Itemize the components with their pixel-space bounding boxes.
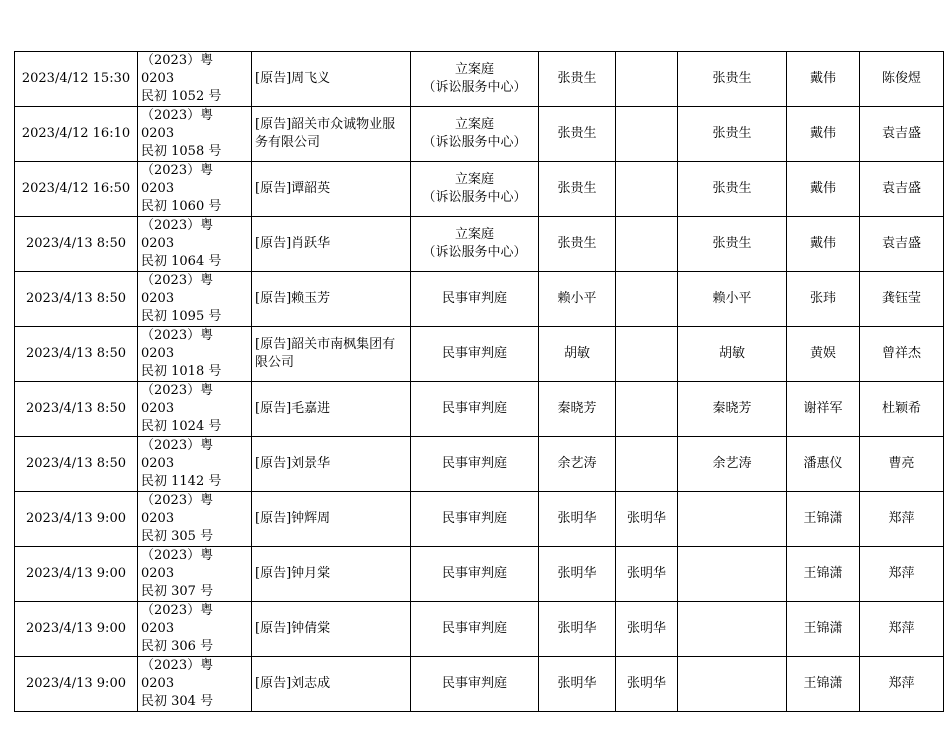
associate-judge-cell (616, 52, 678, 107)
party-cell (252, 437, 411, 492)
clerk-cell (787, 602, 860, 657)
judge-text: 秦晓芳 (557, 401, 597, 416)
hearing-time-text: 2023/4/13 9:00 (26, 511, 126, 526)
hearing-time-cell (15, 382, 138, 437)
clerk-cell (787, 107, 860, 162)
presiding-judge-text: 秦晓芳 (712, 401, 752, 416)
secretary-text: 袁吉盛 (881, 126, 921, 141)
court-division-cell (411, 217, 539, 272)
court-division-text: 民事审判庭 (441, 291, 507, 306)
table-row (15, 547, 944, 602)
case-number-text: 民初 304 号 (141, 694, 214, 709)
party-text: [原告]韶关市南枫集团有限公司 (255, 337, 396, 370)
presiding-judge-cell (678, 272, 787, 327)
secretary-text: 杜颖希 (881, 401, 921, 416)
table-row (15, 437, 944, 492)
case-number-text: （2023）粤 0203 (141, 658, 214, 691)
hearing-time-cell (15, 437, 138, 492)
table-row (15, 162, 944, 217)
party-cell (252, 382, 411, 437)
secretary-cell (860, 107, 944, 162)
court-division-cell (411, 162, 539, 217)
case-number-text: （2023）粤 0203 (141, 273, 214, 306)
secretary-text: 曾祥杰 (881, 346, 921, 361)
secretary-cell (860, 602, 944, 657)
presiding-judge-cell (678, 657, 787, 712)
secretary-text: 郑萍 (888, 621, 915, 636)
secretary-cell (860, 217, 944, 272)
judge-text: 赖小平 (557, 291, 597, 306)
hearing-time-cell (15, 52, 138, 107)
case-number-text: 民初 1142 号 (141, 474, 222, 489)
case-number-text: 民初 1018 号 (141, 364, 222, 379)
case-number-cell (138, 657, 252, 712)
case-number-cell (138, 492, 252, 547)
case-number-cell (138, 437, 252, 492)
presiding-judge-text: 余艺涛 (712, 456, 752, 471)
court-division-cell (411, 437, 539, 492)
judge-text: 张明华 (557, 676, 597, 691)
court-division-cell (411, 657, 539, 712)
clerk-text: 王锦潇 (803, 511, 843, 526)
party-text: [原告]韶关市众诚物业服务有限公司 (255, 117, 396, 150)
hearing-time-text: 2023/4/13 8:50 (26, 236, 126, 251)
clerk-cell (787, 382, 860, 437)
judge-text: 张明华 (557, 566, 597, 581)
judge-text: 张贵生 (557, 126, 597, 141)
clerk-text: 张玮 (809, 291, 836, 306)
clerk-cell (787, 272, 860, 327)
judge-text: 张贵生 (557, 236, 597, 251)
judge-text: 张明华 (557, 511, 597, 526)
judge-cell (539, 107, 616, 162)
court-division-text: 立案庭 (454, 117, 494, 132)
party-cell (252, 162, 411, 217)
case-number-text: （2023）粤 0203 (141, 438, 214, 471)
party-text: [原告]赖玉芳 (255, 291, 331, 306)
party-cell (252, 52, 411, 107)
court-division-cell (411, 52, 539, 107)
court-division-text: 民事审判庭 (441, 401, 507, 416)
secretary-cell (860, 492, 944, 547)
table-row (15, 492, 944, 547)
court-division-cell (411, 382, 539, 437)
associate-judge-cell (616, 162, 678, 217)
associate-judge-cell (616, 492, 678, 547)
hearing-time-text: 2023/4/12 16:50 (21, 181, 131, 196)
case-number-text: （2023）粤 0203 (141, 493, 214, 526)
court-division-text: 民事审判庭 (441, 511, 507, 526)
hearing-time-cell (15, 492, 138, 547)
associate-judge-cell (616, 382, 678, 437)
court-division-cell (411, 602, 539, 657)
case-number-text: 民初 306 号 (141, 639, 214, 654)
hearing-time-cell (15, 602, 138, 657)
clerk-cell (787, 52, 860, 107)
associate-judge-text: 张明华 (626, 621, 666, 636)
hearing-time-text: 2023/4/12 15:30 (21, 71, 131, 86)
clerk-text: 潘惠仪 (803, 456, 843, 471)
court-division-cell (411, 107, 539, 162)
table-row (15, 657, 944, 712)
clerk-text: 戴伟 (809, 71, 836, 86)
clerk-text: 谢祥军 (803, 401, 843, 416)
secretary-cell (860, 547, 944, 602)
party-text: [原告]刘景华 (255, 456, 331, 471)
table-row (15, 107, 944, 162)
hearing-time-text: 2023/4/12 16:10 (21, 126, 131, 141)
case-number-text: 民初 305 号 (141, 529, 214, 544)
case-number-text: 民初 1058 号 (141, 144, 222, 159)
party-text: [原告]周飞义 (255, 71, 331, 86)
clerk-cell (787, 327, 860, 382)
hearing-time-cell (15, 162, 138, 217)
hearing-time-cell (15, 272, 138, 327)
secretary-text: 郑萍 (888, 511, 915, 526)
associate-judge-cell (616, 547, 678, 602)
secretary-cell (860, 272, 944, 327)
party-cell (252, 657, 411, 712)
associate-judge-cell (616, 272, 678, 327)
clerk-text: 王锦潇 (803, 566, 843, 581)
associate-judge-text: 张明华 (626, 566, 666, 581)
hearing-time-cell (15, 547, 138, 602)
party-text: [原告]钟倩棠 (255, 621, 331, 636)
case-number-text: （2023）粤 0203 (141, 548, 214, 581)
clerk-cell (787, 547, 860, 602)
clerk-cell (787, 492, 860, 547)
associate-judge-cell (616, 327, 678, 382)
schedule-body (15, 52, 944, 712)
case-number-cell (138, 382, 252, 437)
clerk-text: 戴伟 (809, 126, 836, 141)
table-row (15, 382, 944, 437)
presiding-judge-cell (678, 327, 787, 382)
associate-judge-cell (616, 217, 678, 272)
court-division-text: （诉讼服务中心） (422, 190, 527, 205)
court-division-text: 民事审判庭 (441, 621, 507, 636)
case-number-text: 民初 307 号 (141, 584, 214, 599)
clerk-text: 黄娱 (809, 346, 836, 361)
court-division-text: 民事审判庭 (441, 566, 507, 581)
presiding-judge-cell (678, 217, 787, 272)
judge-cell (539, 162, 616, 217)
secretary-text: 袁吉盛 (881, 236, 921, 251)
secretary-text: 袁吉盛 (881, 181, 921, 196)
party-text: [原告]钟月棠 (255, 566, 331, 581)
case-number-text: （2023）粤 0203 (141, 108, 214, 141)
judge-cell (539, 272, 616, 327)
associate-judge-cell (616, 602, 678, 657)
case-number-text: （2023）粤 0203 (141, 328, 214, 361)
case-number-cell (138, 327, 252, 382)
presiding-judge-cell (678, 382, 787, 437)
presiding-judge-text: 赖小平 (712, 291, 752, 306)
secretary-cell (860, 52, 944, 107)
party-cell (252, 602, 411, 657)
court-division-text: 民事审判庭 (441, 456, 507, 471)
table-row (15, 327, 944, 382)
party-cell (252, 547, 411, 602)
case-number-cell (138, 272, 252, 327)
party-cell (252, 272, 411, 327)
case-number-cell (138, 162, 252, 217)
party-cell (252, 217, 411, 272)
secretary-text: 曹亮 (888, 456, 915, 471)
hearing-time-text: 2023/4/13 8:50 (26, 401, 126, 416)
case-number-text: （2023）粤 0203 (141, 163, 214, 196)
presiding-judge-text: 胡敏 (718, 346, 745, 361)
judge-cell (539, 547, 616, 602)
presiding-judge-text: 张贵生 (712, 236, 752, 251)
presiding-judge-text: 张贵生 (712, 71, 752, 86)
associate-judge-cell (616, 657, 678, 712)
court-division-text: （诉讼服务中心） (422, 245, 527, 260)
judge-cell (539, 657, 616, 712)
case-number-text: 民初 1064 号 (141, 254, 222, 269)
presiding-judge-cell (678, 492, 787, 547)
hearing-time-text: 2023/4/13 8:50 (26, 346, 126, 361)
case-number-cell (138, 547, 252, 602)
judge-text: 张贵生 (557, 71, 597, 86)
court-division-text: 立案庭 (454, 172, 494, 187)
party-text: [原告]肖跃华 (255, 236, 331, 251)
secretary-text: 龚钰莹 (881, 291, 921, 306)
secretary-cell (860, 162, 944, 217)
associate-judge-cell (616, 107, 678, 162)
party-cell (252, 492, 411, 547)
clerk-cell (787, 217, 860, 272)
judge-cell (539, 602, 616, 657)
hearing-time-text: 2023/4/13 9:00 (26, 621, 126, 636)
court-division-text: 立案庭 (454, 227, 494, 242)
case-number-text: （2023）粤 0203 (141, 603, 214, 636)
case-number-text: 民初 1052 号 (141, 89, 222, 104)
hearing-time-text: 2023/4/13 8:50 (26, 291, 126, 306)
secretary-cell (860, 327, 944, 382)
associate-judge-text: 张明华 (626, 511, 666, 526)
table-row (15, 217, 944, 272)
case-number-cell (138, 217, 252, 272)
hearing-time-cell (15, 327, 138, 382)
secretary-text: 郑萍 (888, 676, 915, 691)
hearing-time-cell (15, 657, 138, 712)
clerk-cell (787, 437, 860, 492)
case-number-text: 民初 1060 号 (141, 199, 222, 214)
party-text: [原告]刘志成 (255, 676, 331, 691)
associate-judge-text: 张明华 (626, 676, 666, 691)
clerk-text: 戴伟 (809, 236, 836, 251)
case-number-cell (138, 602, 252, 657)
judge-text: 张明华 (557, 621, 597, 636)
case-number-text: （2023）粤 0203 (141, 383, 214, 416)
case-number-cell (138, 52, 252, 107)
presiding-judge-cell (678, 162, 787, 217)
table-row (15, 52, 944, 107)
court-division-text: 立案庭 (454, 62, 494, 77)
table-row (15, 272, 944, 327)
court-division-text: 民事审判庭 (441, 676, 507, 691)
party-text: [原告]钟辉周 (255, 511, 331, 526)
hearing-time-text: 2023/4/13 9:00 (26, 566, 126, 581)
case-number-text: （2023）粤 0203 (141, 53, 214, 86)
party-text: [原告]毛嘉进 (255, 401, 331, 416)
hearing-time-cell (15, 107, 138, 162)
clerk-cell (787, 657, 860, 712)
judge-text: 余艺涛 (557, 456, 597, 471)
clerk-cell (787, 162, 860, 217)
judge-cell (539, 327, 616, 382)
case-number-text: 民初 1095 号 (141, 309, 222, 324)
presiding-judge-cell (678, 602, 787, 657)
table-row (15, 602, 944, 657)
hearing-time-cell (15, 217, 138, 272)
court-division-text: 民事审判庭 (441, 346, 507, 361)
case-number-cell (138, 107, 252, 162)
presiding-judge-text: 张贵生 (712, 126, 752, 141)
hearing-schedule-table (14, 51, 944, 712)
party-cell (252, 327, 411, 382)
judge-cell (539, 437, 616, 492)
judge-cell (539, 382, 616, 437)
judge-text: 张贵生 (557, 181, 597, 196)
presiding-judge-cell (678, 52, 787, 107)
secretary-text: 陈俊煜 (881, 71, 921, 86)
court-division-cell (411, 492, 539, 547)
case-number-text: 民初 1024 号 (141, 419, 222, 434)
presiding-judge-cell (678, 547, 787, 602)
judge-cell (539, 217, 616, 272)
party-cell (252, 107, 411, 162)
presiding-judge-cell (678, 437, 787, 492)
hearing-time-text: 2023/4/13 9:00 (26, 676, 126, 691)
secretary-cell (860, 437, 944, 492)
party-text: [原告]谭韶英 (255, 181, 331, 196)
case-number-text: （2023）粤 0203 (141, 218, 214, 251)
clerk-text: 王锦潇 (803, 621, 843, 636)
judge-cell (539, 52, 616, 107)
clerk-text: 王锦潇 (803, 676, 843, 691)
presiding-judge-cell (678, 107, 787, 162)
court-division-cell (411, 272, 539, 327)
secretary-cell (860, 382, 944, 437)
judge-cell (539, 492, 616, 547)
associate-judge-cell (616, 437, 678, 492)
secretary-text: 郑萍 (888, 566, 915, 581)
secretary-cell (860, 657, 944, 712)
court-division-cell (411, 547, 539, 602)
hearing-time-text: 2023/4/13 8:50 (26, 456, 126, 471)
clerk-text: 戴伟 (809, 181, 836, 196)
presiding-judge-text: 张贵生 (712, 181, 752, 196)
court-division-cell (411, 327, 539, 382)
court-division-text: （诉讼服务中心） (422, 135, 527, 150)
court-division-text: （诉讼服务中心） (422, 80, 527, 95)
judge-text: 胡敏 (563, 346, 590, 361)
